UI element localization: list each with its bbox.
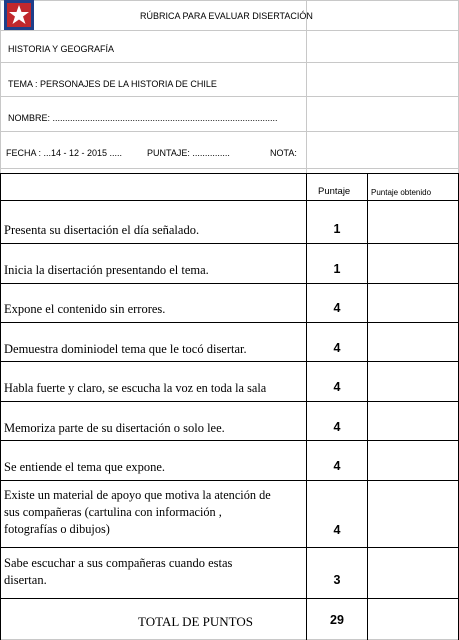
criterion-9 <box>4 555 306 589</box>
criterion-9-line-2: disertan. <box>4 573 47 587</box>
points-7: 4 <box>333 459 341 473</box>
column-header-obtained: Puntaje obtenido <box>371 188 432 197</box>
column-header-score: Puntaje <box>318 186 351 197</box>
school-logo-icon <box>4 0 34 30</box>
points-5: 4 <box>333 380 341 394</box>
criterion-6: Memoriza parte de su disertación o solo lee. <box>4 421 225 435</box>
criterion-1: Presenta su disertación el día señalado. <box>4 223 200 237</box>
criterion-7: Se entiende el tema que expone. <box>4 460 166 474</box>
score-field: PUNTAJE: ............... <box>147 148 230 158</box>
subject-label: HISTORIA Y GEOGRAFÍA <box>8 44 115 54</box>
criterion-4: Demuestra dominiodel tema que le tocó disertar. <box>4 342 247 356</box>
criterion-2: Inicia la disertación presentando el tema. <box>4 263 209 277</box>
criterion-3: Expone el contenido sin errores. <box>4 302 166 316</box>
points-2: 1 <box>333 262 341 276</box>
date-field: FECHA : ...14 - 12 - 2015 ..... <box>6 148 123 158</box>
topic-label: TEMA : PERSONAJES DE LA HISTORIA DE CHILE <box>8 79 217 89</box>
table-top-border <box>0 173 459 174</box>
criterion-8 <box>4 487 306 538</box>
criterion-8-line-3: fotografías o dibujos) <box>4 522 110 536</box>
criterion-9-line-1: Sabe escuchar a sus compañeras cuando estas <box>4 556 233 570</box>
points-1: 1 <box>333 222 341 236</box>
criterion-5: Habla fuerte y claro, se escucha la voz en toda la sala <box>4 381 267 395</box>
points-4: 4 <box>333 341 341 355</box>
points-3: 4 <box>333 301 341 315</box>
points-6: 4 <box>333 420 341 434</box>
points-8: 4 <box>333 523 341 537</box>
grade-field: NOTA: <box>270 148 297 158</box>
page-title: RÚBRICA PARA EVALUAR DISERTACIÓN <box>140 11 313 21</box>
student-name-field: NOMBRE: .......................................................................................... <box>8 113 278 123</box>
total-label: TOTAL DE PUNTOS <box>138 614 254 629</box>
total-value: 29 <box>330 613 344 627</box>
criterion-8-line-1: Existe un material de apoyo que motiva la atención de <box>4 488 271 502</box>
points-9: 3 <box>333 573 341 587</box>
criterion-8-line-2: sus compañeras (cartulina con información , <box>4 505 222 519</box>
